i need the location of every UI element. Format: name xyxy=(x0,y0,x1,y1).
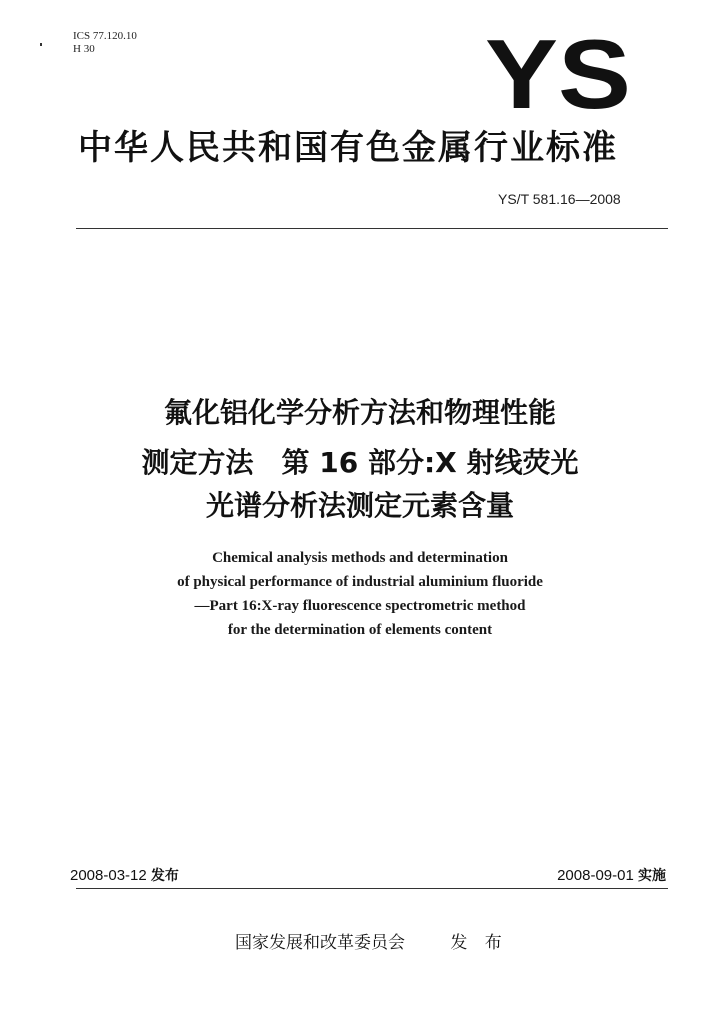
ics-code: ICS 77.120.10 xyxy=(73,30,137,42)
english-title-line-4: for the determination of elements content xyxy=(227,622,493,638)
implementation-date-label: 实施 xyxy=(638,868,666,884)
header-divider xyxy=(76,228,668,229)
english-title-line-1: Chemical analysis methods and determination xyxy=(212,550,508,566)
issue-date-value: 2008-03-12 xyxy=(70,867,147,884)
implementation-date xyxy=(557,865,666,885)
ys-logo-text: YS xyxy=(485,32,631,112)
footer-divider xyxy=(76,888,668,889)
organization-title: 中华人民共和国有色金属行业标准 xyxy=(78,128,618,168)
ys-logo xyxy=(484,32,632,112)
chinese-title-line-1: 氟化铝化学分析方法和物理性能 xyxy=(163,396,556,429)
classification-codes xyxy=(73,30,137,56)
issue-date-label: 发布 xyxy=(150,868,179,884)
issuer-verb: 发 布 xyxy=(450,933,508,953)
scan-speck xyxy=(40,43,42,46)
standard-code: YS/T 581.16—2008 xyxy=(498,191,621,207)
issuing-authority xyxy=(235,928,508,953)
implementation-date-value: 2008-09-01 xyxy=(557,867,634,884)
issue-date xyxy=(70,865,179,885)
ccs-code: H 30 xyxy=(73,43,95,55)
english-title-line-2: of physical performance of industrial aluminium fluoride xyxy=(177,574,543,590)
english-title-line-3: —Part 16:X-ray fluorescence spectrometric method xyxy=(194,598,526,614)
issuer-name: 国家发展和改革委员会 xyxy=(235,933,405,953)
chinese-title-line-3: 光谱分析法测定元素含量 xyxy=(205,489,514,522)
chinese-title-line-2: 测定方法 第 16 部分:X 射线荧光 xyxy=(141,446,579,479)
